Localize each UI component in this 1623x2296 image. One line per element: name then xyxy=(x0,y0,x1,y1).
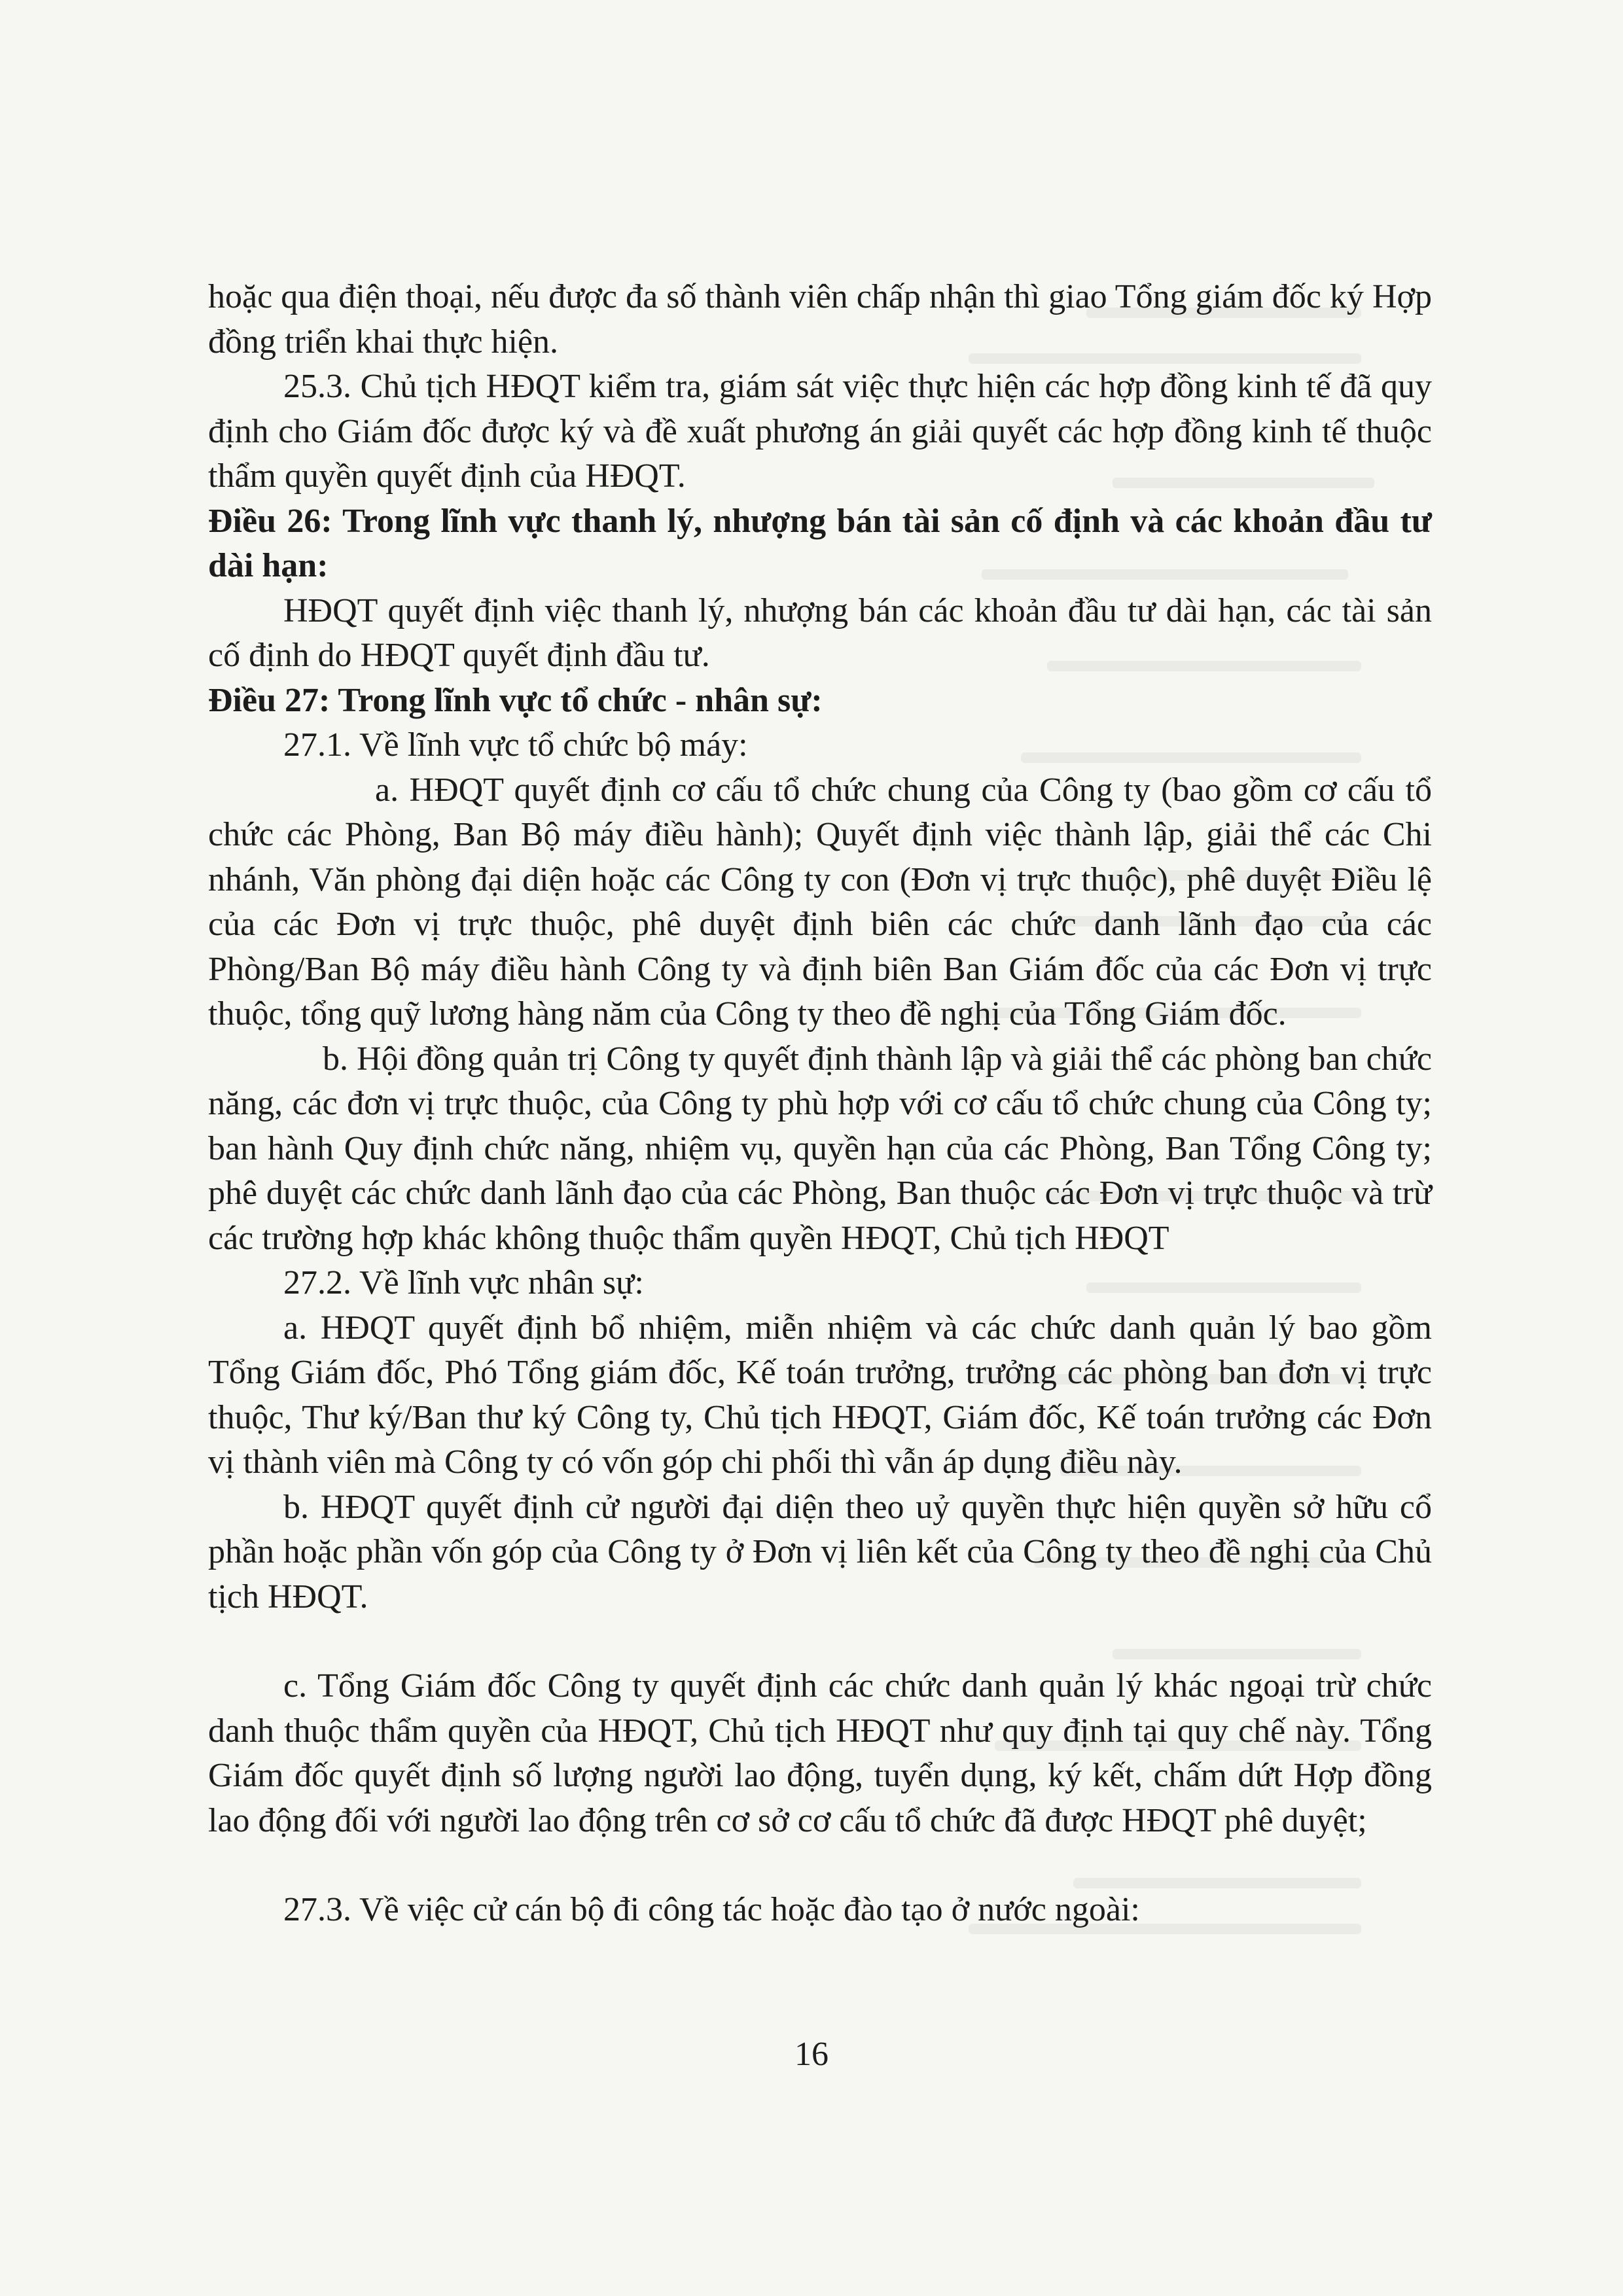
subheading-27-3: 27.3. Về việc cử cán bộ đi công tác hoặc đào tạo ở nước ngoài: xyxy=(283,1891,1140,1928)
subheading-27-2: 27.2. Về lĩnh vực nhân sự: xyxy=(283,1264,644,1301)
subheading-27-1: 27.1. Về lĩnh vực tổ chức bộ máy: xyxy=(283,726,748,764)
paragraph-gap xyxy=(208,1843,1432,1888)
heading-dieu-27: Điều 27: Trong lĩnh vực tổ chức - nhân sự: xyxy=(208,681,823,719)
paragraph-continuation: hoặc qua điện thoại, nếu được đa số thành viên chấp nhận thì giao Tổng giám đốc ký Hợp đồng triển khai thực hiện. xyxy=(208,278,1432,361)
paragraph-27-1-a: a. HĐQT quyết định cơ cấu tổ chức chung của Công ty (bao gồm cơ cấu tổ chức các Phòng, Ban Bộ máy điều hành); Quyết định việc thành lập, giải thể các Chi nhánh, Văn phòng đại diện hoặc các Công ty con (Đơn vị trực thuộc), phê duyệt Điều lệ của các Đơn vị trực thuộc, phê duyệt định biên các chức danh lãnh đạo của các Phòng/Ban Bộ máy điều hành Công ty và định biên Ban Giám đốc của các Đơn vị trực thuộc, tổng quỹ lương hàng năm của Công ty theo đề nghị của Tổng Giám đốc. xyxy=(208,771,1432,1033)
document-body xyxy=(208,275,1432,1933)
paragraph-gap xyxy=(208,1619,1432,1664)
paragraph-27-1-b: b. Hội đồng quản trị Công ty quyết định thành lập và giải thể các phòng ban chức năng, các đơn vị trực thuộc, của Công ty phù hợp với cơ cấu tổ chức chung của Công ty; ban hành Quy định chức năng, nhiệm vụ, quyền hạn của các Phòng, Ban Tổng Công ty; phê duyệt các chức danh lãnh đạo của các Phòng, Ban thuộc các Đơn vị trực thuộc và trừ các trường hợp khác không thuộc thẩm quyền HĐQT, Chủ tịch HĐQT xyxy=(208,1040,1432,1257)
paragraph-25-3: 25.3. Chủ tịch HĐQT kiểm tra, giám sát việc thực hiện các hợp đồng kinh tế đã quy định cho Giám đốc được ký và đề xuất phương án giải quyết các hợp đồng kinh tế thuộc thẩm quyền quyết định của HĐQT. xyxy=(208,368,1432,495)
paragraph-27-2-a: a. HĐQT quyết định bổ nhiệm, miễn nhiệm và các chức danh quản lý bao gồm Tổng Giám đốc, Phó Tổng giám đốc, Kế toán trưởng, trưởng các phòng ban đơn vị trực thuộc, Thư ký/Ban thư ký Công ty, Chủ tịch HĐQT, Giám đốc, Kế toán trưởng các Đơn vị thành viên mà Công ty có vốn góp chi phối thì vẫn áp dụng điều này. xyxy=(208,1309,1432,1481)
paragraph-27-2-b: b. HĐQT quyết định cử người đại diện theo uỷ quyền thực hiện quyền sở hữu cổ phần hoặc phần vốn góp của Công ty ở Đơn vị liên kết của Công ty theo đề nghị của Chủ tịch HĐQT. xyxy=(208,1488,1432,1616)
paragraph-dieu-26-body: HĐQT quyết định việc thanh lý, nhượng bán các khoản đầu tư dài hạn, các tài sản cố định do HĐQT quyết định đầu tư. xyxy=(208,592,1432,674)
heading-dieu-26: Điều 26: Trong lĩnh vực thanh lý, nhượng bán tài sản cố định và các khoản đầu tư dài hạn: xyxy=(208,502,1432,584)
paragraph-27-2-c: c. Tổng Giám đốc Công ty quyết định các chức danh quản lý khác ngoại trừ chức danh thuộc thẩm quyền của HĐQT, Chủ tịch HĐQT như quy định tại quy chế này. Tổng Giám đốc quyết định số lượng người lao động, tuyển dụng, ký kết, chấm dứt Hợp đồng lao động đối với người lao động trên cơ sở cơ cấu tổ chức đã được HĐQT phê duyệt; xyxy=(208,1667,1432,1839)
page-number: 16 xyxy=(794,2036,829,2073)
